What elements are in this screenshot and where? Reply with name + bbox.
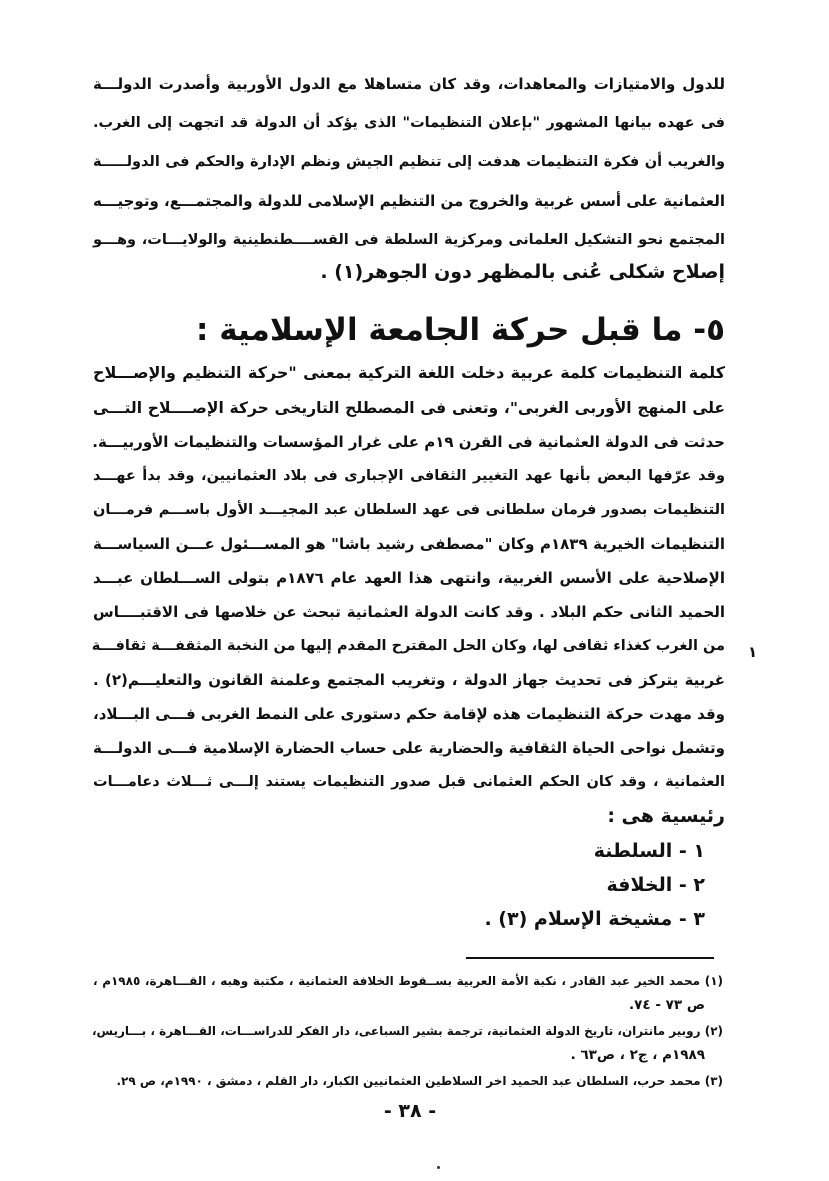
intro-line-1: للدول والامتيازات والمعاهدات، وقد كان متساهلا مع الدول الأوربية وأصدرت الدولـــة [93,75,725,93]
footnote-2-line-1: (٢) روبير مانتران، تاريخ الدولة العثمانية، ترجمة بشير السباعى، دار الفكر للدراســـات، القـــاهرة ، بـــاريس، [91,1024,723,1038]
footnote-1-line-2: ص ٧٣ - ٧٤. [629,997,705,1013]
footnote-separator [466,957,714,959]
intro-line-5: المجتمع نحو التشكيل العلمانى ومركزية السلطة فى القســــطنطينية والولايـــات، وهـــو [93,232,725,248]
body-line-8: الحميد الثانى حكم البلاد . وقد كانت الدولة العثمانية تبحث عن خلاصها فى الاقتبــــاس [93,603,725,621]
body-line-9: من الغرب كغذاء ثقافى لها، وكان الحل المقترح المقدم إليها من النخبة المثقفـــة ثقافـــة [91,638,725,654]
body-line-11: وقد مهدت حركة التنظيمات هذه لإقامة حكم دستورى على النمط الغربى فـــى البـــلاد، [93,705,725,723]
pillar-item-3: ٣ - مشيخة الإسلام (٣) . [484,908,705,930]
pillar-item-1: ١ - السلطنة [593,840,705,862]
body-line-2: على المنهج الأوربى الغربى"، وتعنى فى المصطلح التاريخى حركة الإصــــلاح التـــى [93,399,725,417]
pillar-item-2: ٢ - الخلافة [606,874,705,896]
intro-line-6: إصلاح شكلى عُنى بالمظهر دون الجوهر(١) . [320,261,725,283]
body-line-13: العثمانية ، وقد كان الحكم العثمانى قبل صدور التنظيمات يستند إلـــى ثـــلاث دعامـــات [93,774,725,790]
footnote-1-line-1: (١) محمد الخير عبد القادر ، نكبة الأمة العربية بســقوط الخلافة العثمانية ، مكتبة وهبه ، القـــاهرة، ١٩٨٥م ، [93,974,723,988]
intro-line-4: العثمانية على أسس غربية والخروج من التنظيم الإسلامى للدولة والمجتمـــع، وتوجيـــه [93,192,725,210]
body-line-4: وقد عرّفها البعض بأنها عهد التغيير الثقافى الإجبارى فى بلاد العثمانيين، وقد بدأ عهـــد [93,468,725,484]
page-number: - ٣٨ - [383,1100,437,1122]
scan-speck [437,1166,440,1169]
body-line-5: التنظيمات بصدور فرمان سلطانى فى عهد السلطان عبد المجيـــد الأول باســـم فرمـــان [93,502,725,518]
body-line-10: غربية يتركز فى تحديث جهاز الدولة ، وتغريب المجتمع وعلمنة القانون والتعليـــم(٢) . [93,671,725,689]
margin-mark: ١ [748,643,758,661]
body-line-14: رئيسية هى : [607,805,725,827]
intro-line-3: والغريب أن فكرة التنظيمات هدفت إلى تنظيم الجيش ونظم الإدارة والحكم فى الدولـــــة [93,154,725,170]
body-line-12: وتشمل نواحى الحياة الثقافية والحضارية على حساب الحضارة الإسلامية فـــى الدولـــة [93,739,725,757]
intro-line-2: فى عهده بيانها المشهور "بإعلان التنظيمات" الذى يؤكد أن الدولة قد اتجهت إلى الغرب. [93,115,725,131]
section-heading: ٥- ما قبل حركة الجامعة الإسلامية : [196,312,725,348]
body-line-3: حدثت فى الدولة العثمانية فى القرن ١٩م على غرار المؤسسات والتنظيمات الأوربيـــة. [92,433,725,451]
body-line-1: كلمة التنظيمات كلمة عربية دخلت اللغة التركية بمعنى "حركة التنظيم والإصـــلاح [93,363,725,382]
body-line-7: الإصلاحية على الأسس الغربية، وانتهى هذا العهد عام ١٨٧٦م بتولى الســـلطان عبـــد [93,569,725,587]
footnote-2-line-2: ١٩٨٩م ، ج٢ ، ص٦٣ . [570,1047,705,1063]
footnote-3: (٣) محمد حرب، السلطان عبد الحميد اخر السلاطين العثمانيين الكبار، دار القلم ، دمشق ، ١٩٩٠م، ص ٢٩. [116,1074,723,1088]
body-line-6: التنظيمات الخيرية ١٨٣٩م وكان "مصطفى رشيد باشا" هو المســـئول عـــن السياســـة [93,535,726,553]
